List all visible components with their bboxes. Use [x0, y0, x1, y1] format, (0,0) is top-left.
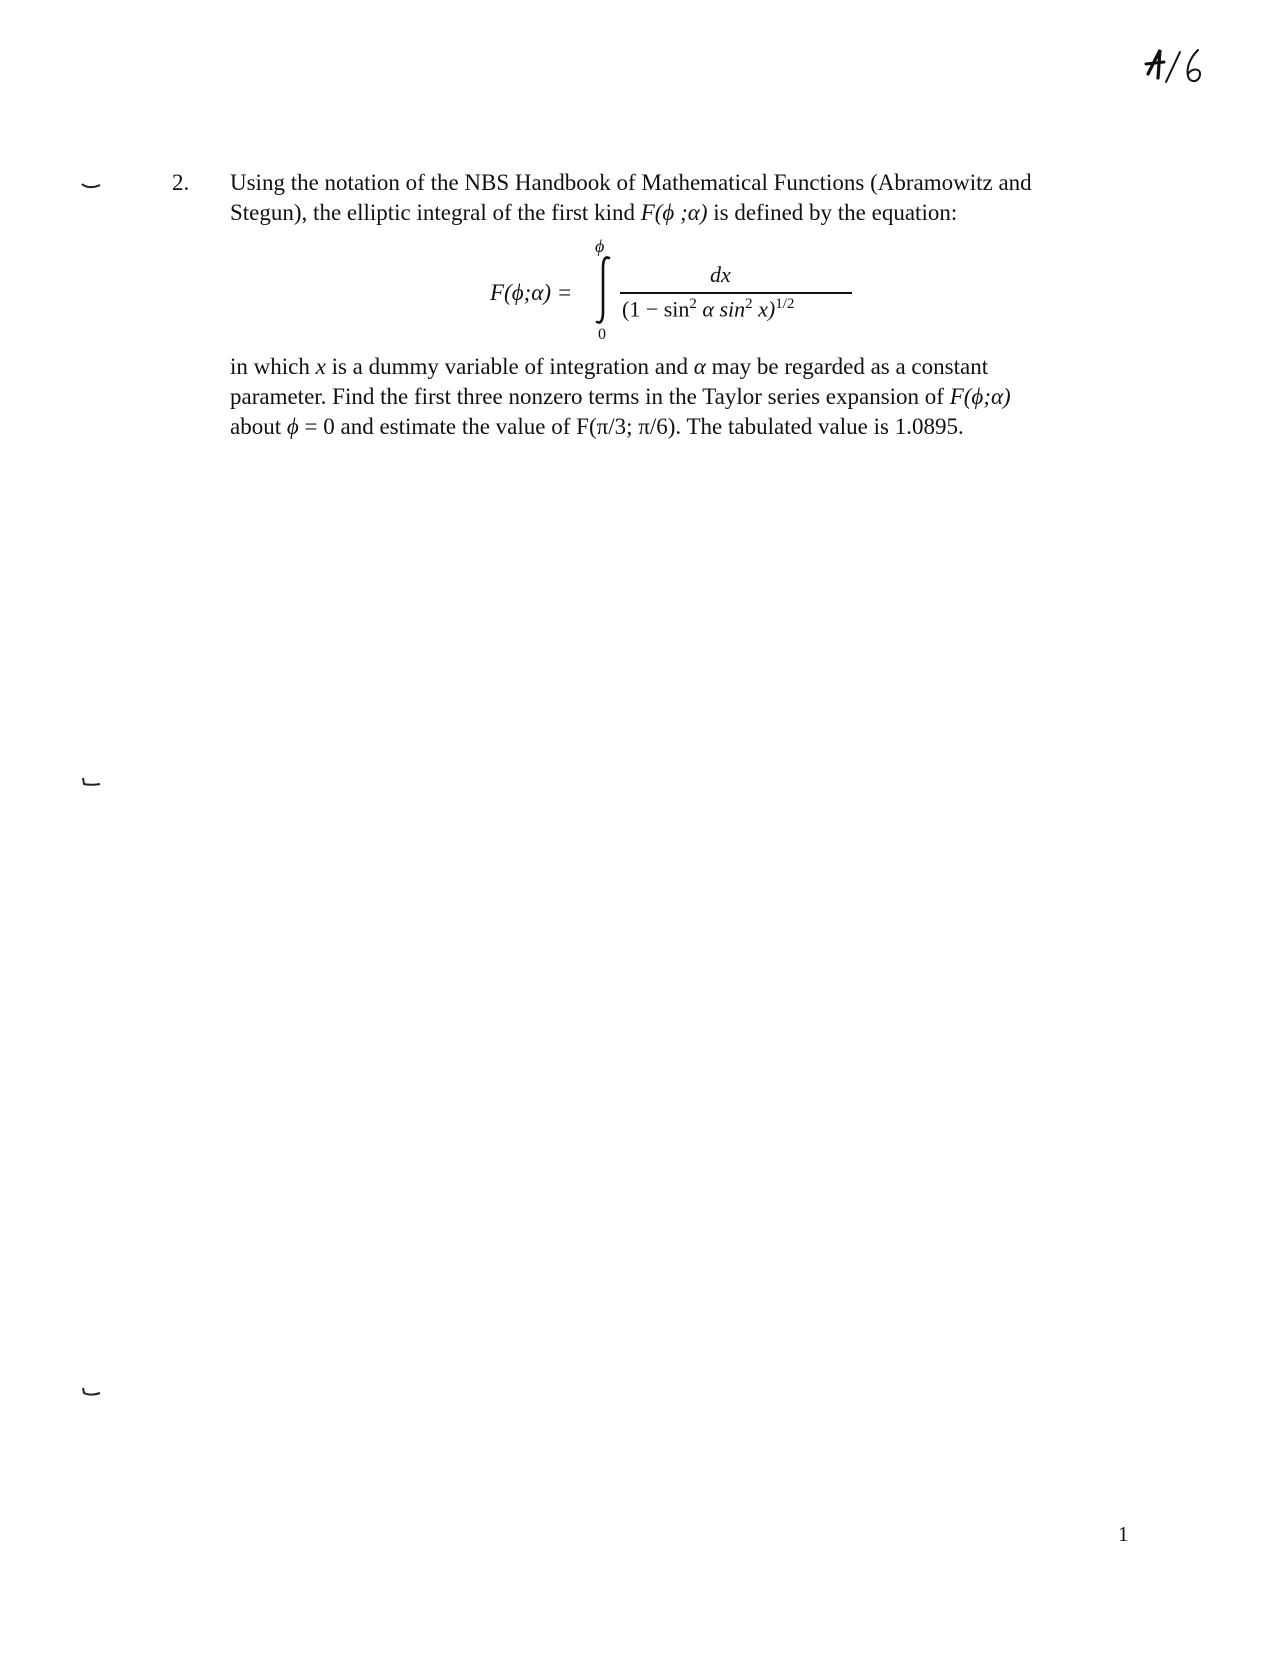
body-line-3	[230, 412, 1011, 442]
denominator-exponent-2: 2	[745, 296, 753, 312]
body-line-3-b: = 0 and estimate the value of F(π/3; π/6). The tabulated value is 1.0895.	[298, 414, 964, 439]
margin-mark-top	[80, 180, 102, 194]
denominator-exponent-3: 1/2	[775, 296, 795, 312]
intro-line-2	[230, 198, 1032, 228]
margin-mark-bottom	[80, 1386, 102, 1400]
problem-body	[230, 352, 1011, 442]
problem-number: 2.	[172, 170, 190, 195]
elliptic-integral-equation	[470, 238, 860, 348]
fraction-bar	[620, 292, 852, 294]
body-line-3-a: about	[230, 414, 287, 439]
equation-lhs: F(ϕ;α) =	[490, 280, 573, 305]
integral-lower-limit: 0	[598, 326, 606, 343]
intro-line-2-start: Stegun), the elliptic integral of the first kind	[230, 200, 641, 225]
integral-upper-limit: ϕ	[595, 236, 605, 256]
body-line-1	[230, 352, 1011, 382]
denominator-variable: x)	[752, 296, 776, 322]
body-line-2	[230, 382, 1011, 412]
body-line-1-b: is a dummy variable of integration and	[325, 354, 694, 379]
body-line-2-a: parameter. Find the first three nonzero terms in the Taylor series expansion of	[230, 384, 950, 409]
intro-line-2-end: is defined by the equation:	[707, 200, 958, 225]
denominator-middle: α sin	[696, 296, 746, 322]
body-variable-alpha: α	[693, 354, 706, 379]
margin-mark-middle	[80, 776, 102, 790]
intro-function-symbol: F(ϕ ;α)	[640, 200, 708, 225]
fraction-denominator	[622, 296, 794, 322]
problem-intro	[230, 168, 1032, 228]
body-line-1-a: in which	[230, 354, 316, 379]
integral-sign-icon	[592, 254, 614, 326]
intro-line-1: Using the notation of the NBS Handbook of Mathematical Functions (Abramowitz and	[230, 170, 1032, 195]
body-variable-phi: ϕ	[286, 414, 299, 439]
denominator-exponent-1: 2	[689, 296, 697, 312]
fraction-numerator: dx	[710, 262, 731, 287]
page-number: 1	[1118, 1522, 1129, 1546]
body-line-1-c: may be regarded as a constant	[705, 354, 989, 379]
body-variable-x: x	[315, 354, 326, 379]
handwritten-page-note	[1140, 44, 1210, 88]
body-function-symbol: F(ϕ;α)	[949, 384, 1011, 409]
denominator-base: (1 − sin	[622, 296, 690, 322]
